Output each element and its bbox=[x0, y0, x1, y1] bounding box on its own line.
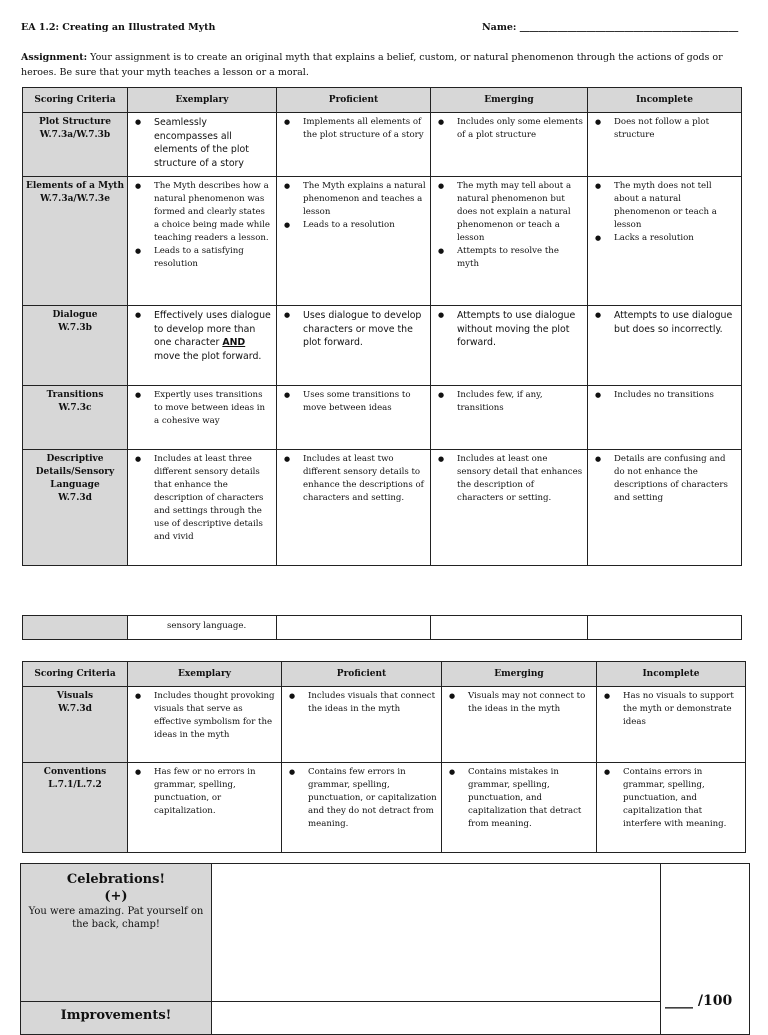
cell-emerging bbox=[431, 386, 588, 450]
bullet-item: ● Includes no transitions bbox=[614, 389, 737, 402]
header-exemplary: Exemplary bbox=[128, 662, 282, 687]
cell-emerging bbox=[431, 177, 588, 306]
bullet-item: ● Uses some transitions to move between ideas bbox=[303, 389, 426, 415]
bullet-item: ● Contains errors in grammar, spelling, punctuation, and capitalization that interfere with meaning. bbox=[623, 766, 741, 831]
cell-proficient bbox=[282, 763, 442, 853]
cell-exemplary bbox=[128, 687, 282, 763]
table-row bbox=[23, 386, 742, 450]
table-row bbox=[23, 113, 742, 177]
bullet-item: ● Contains few errors in grammar, spelling, punctuation, or capitalization and they do not detract from meaning. bbox=[308, 766, 437, 831]
cell-incomplete bbox=[588, 306, 742, 386]
bullet-item: ● Visuals may not connect to the ideas in the myth bbox=[468, 690, 592, 716]
criteria-transitions: Transitions W.7.3c bbox=[23, 386, 128, 450]
celebrations-text: You were amazing. Pat yourself on the back, champ! bbox=[28, 906, 204, 930]
cell-incomplete bbox=[588, 113, 742, 177]
bullet-item: ● Leads to a satisfying resolution bbox=[154, 245, 272, 271]
header-proficient: Proficient bbox=[277, 88, 431, 113]
rubric-header-row bbox=[23, 662, 746, 687]
bullet-item: ● Includes at least two different sensory details to enhance the descriptions of characters and setting. bbox=[303, 453, 426, 505]
cell-exemplary: sensory language. bbox=[128, 616, 277, 640]
header-scoring-criteria: Scoring Criteria bbox=[23, 662, 128, 687]
feedback-divider bbox=[21, 1001, 661, 1002]
criteria-conventions: Conventions L.7.1/L.7.2 bbox=[23, 763, 128, 853]
header-incomplete: Incomplete bbox=[588, 88, 742, 113]
table-row bbox=[23, 306, 742, 386]
celebrations-title: Celebrations! (+) bbox=[66, 872, 166, 904]
assignment-label: Assignment: bbox=[21, 52, 88, 63]
cell-emerging bbox=[431, 113, 588, 177]
criteria-visuals: Visuals W.7.3d bbox=[23, 687, 128, 763]
cell-emerging bbox=[442, 687, 597, 763]
cell-exemplary bbox=[128, 177, 277, 306]
bullet-item: ● Implements all elements of the plot structure of a story bbox=[303, 116, 426, 142]
rubric-table-1 bbox=[22, 87, 742, 566]
table-row bbox=[23, 763, 746, 853]
cell-incomplete bbox=[597, 687, 746, 763]
bullet-item: ● Includes at least three different sensory details that enhance the description of characters and settings through the use of descriptive details and vivid bbox=[154, 453, 272, 544]
table-row bbox=[23, 450, 742, 566]
cell-proficient bbox=[277, 113, 431, 177]
criteria-dialogue: Dialogue W.7.3b bbox=[23, 306, 128, 386]
cell-emerging bbox=[431, 616, 588, 640]
cell-emerging bbox=[431, 450, 588, 566]
bullet-item: ● Does not follow a plot structure bbox=[614, 116, 737, 142]
bullet-item: ● Has few or no errors in grammar, spelling, punctuation, or capitalization. bbox=[154, 766, 277, 818]
criteria-elements-of-myth: Elements of a Myth W.7.3a/W.7.3e bbox=[23, 177, 128, 306]
table-row bbox=[23, 687, 746, 763]
header-scoring-criteria: Scoring Criteria bbox=[23, 88, 128, 113]
bullet-item: ● Attempts to use dialogue without moving the plot forward. bbox=[457, 309, 583, 350]
bullet-item: ● Leads to a resolution bbox=[303, 219, 426, 232]
cell-exemplary bbox=[128, 450, 277, 566]
cell-emerging bbox=[431, 306, 588, 386]
criteria-descriptive-details: Descriptive Details/Sensory Language W.7.3d bbox=[23, 450, 128, 566]
bullet-item: ● The Myth describes how a natural phenomenon was formed and clearly states a choice being made while teaching readers a lesson. bbox=[154, 180, 272, 245]
header-emerging: Emerging bbox=[442, 662, 597, 687]
cell-incomplete bbox=[588, 450, 742, 566]
cell-exemplary bbox=[128, 113, 277, 177]
bullet-item: ● Includes few, if any, transitions bbox=[457, 389, 583, 415]
cell-exemplary bbox=[128, 386, 277, 450]
bullet-item: ● Attempts to resolve the myth bbox=[457, 245, 583, 271]
table-row bbox=[23, 177, 742, 306]
cell-proficient bbox=[277, 386, 431, 450]
table-row bbox=[23, 616, 742, 640]
cell-incomplete bbox=[588, 616, 742, 640]
cell-proficient bbox=[277, 450, 431, 566]
cell-proficient bbox=[277, 306, 431, 386]
assignment-body: Your assignment is to create an original myth that explains a belief, custom, or natural phenomenon through the actions of gods or heroes. Be sure that your myth teaches a lesson or a moral. bbox=[21, 52, 723, 78]
document-title: EA 1.2: Creating an Illustrated Myth bbox=[21, 22, 216, 33]
score-field: ____ /100 bbox=[665, 993, 733, 1009]
feedback-box bbox=[20, 863, 750, 1035]
cell-proficient bbox=[282, 687, 442, 763]
header-proficient: Proficient bbox=[282, 662, 442, 687]
cell-exemplary bbox=[128, 763, 282, 853]
bullet-item: ● Includes visuals that connect the ideas in the myth bbox=[308, 690, 437, 716]
bullet-item: ● Effectively uses dialogue to develop more than one character AND move the plot forward. bbox=[154, 309, 272, 363]
name-field-label: Name: ______________________________________________ bbox=[482, 22, 739, 33]
criteria-plot-structure: Plot Structure W.7.3a/W.7.3b bbox=[23, 113, 128, 177]
bullet-item: ● Attempts to use dialogue but does so incorrectly. bbox=[614, 309, 737, 336]
rubric-header-row bbox=[23, 88, 742, 113]
cell-incomplete bbox=[597, 763, 746, 853]
cell-incomplete bbox=[588, 386, 742, 450]
bullet-item: ● Uses dialogue to develop characters or move the plot forward. bbox=[303, 309, 426, 350]
bullet-item: ● The Myth explains a natural phenomenon and teaches a lesson bbox=[303, 180, 426, 219]
bullet-item: ● Expertly uses transitions to move between ideas in a cohesive way bbox=[154, 389, 272, 428]
bullet-item: ● Includes thought provoking visuals that serve as effective symbolism for the ideas in the myth bbox=[154, 690, 277, 742]
criteria-empty bbox=[23, 616, 128, 640]
cell-emerging bbox=[442, 763, 597, 853]
rubric-table-2 bbox=[22, 661, 746, 853]
bullet-item: ● The myth may tell about a natural phenomenon but does not explain a natural phenomenon or teach a lesson bbox=[457, 180, 583, 245]
improvements-title: Improvements! bbox=[60, 1008, 172, 1023]
assignment-text bbox=[21, 50, 743, 80]
cell-exemplary bbox=[128, 306, 277, 386]
header-emerging: Emerging bbox=[431, 88, 588, 113]
bullet-item: ● Details are confusing and do not enhance the descriptions of characters and setting bbox=[614, 453, 737, 505]
bullet-item: ● The myth does not tell about a natural phenomenon or teach a lesson bbox=[614, 180, 737, 232]
header-incomplete: Incomplete bbox=[597, 662, 746, 687]
bullet-item: ● Seamlessly encompasses all elements of the plot structure of a story bbox=[154, 116, 272, 170]
bullet-item: ● Lacks a resolution bbox=[614, 232, 737, 245]
cell-proficient bbox=[277, 616, 431, 640]
bullet-item: ● Has no visuals to support the myth or demonstrate ideas bbox=[623, 690, 741, 729]
feedback-comment-area[interactable] bbox=[212, 864, 661, 1034]
bullet-item: ● Includes only some elements of a plot structure bbox=[457, 116, 583, 142]
rubric-continuation-table bbox=[22, 615, 742, 640]
header-exemplary: Exemplary bbox=[128, 88, 277, 113]
cell-proficient bbox=[277, 177, 431, 306]
bullet-item: ● Includes at least one sensory detail that enhances the description of characters or setting. bbox=[457, 453, 583, 505]
cell-incomplete bbox=[588, 177, 742, 306]
feedback-labels-column bbox=[21, 864, 212, 1034]
bullet-item: ● Contains mistakes in grammar, spelling, punctuation, and capitalization that detract from meaning. bbox=[468, 766, 592, 831]
